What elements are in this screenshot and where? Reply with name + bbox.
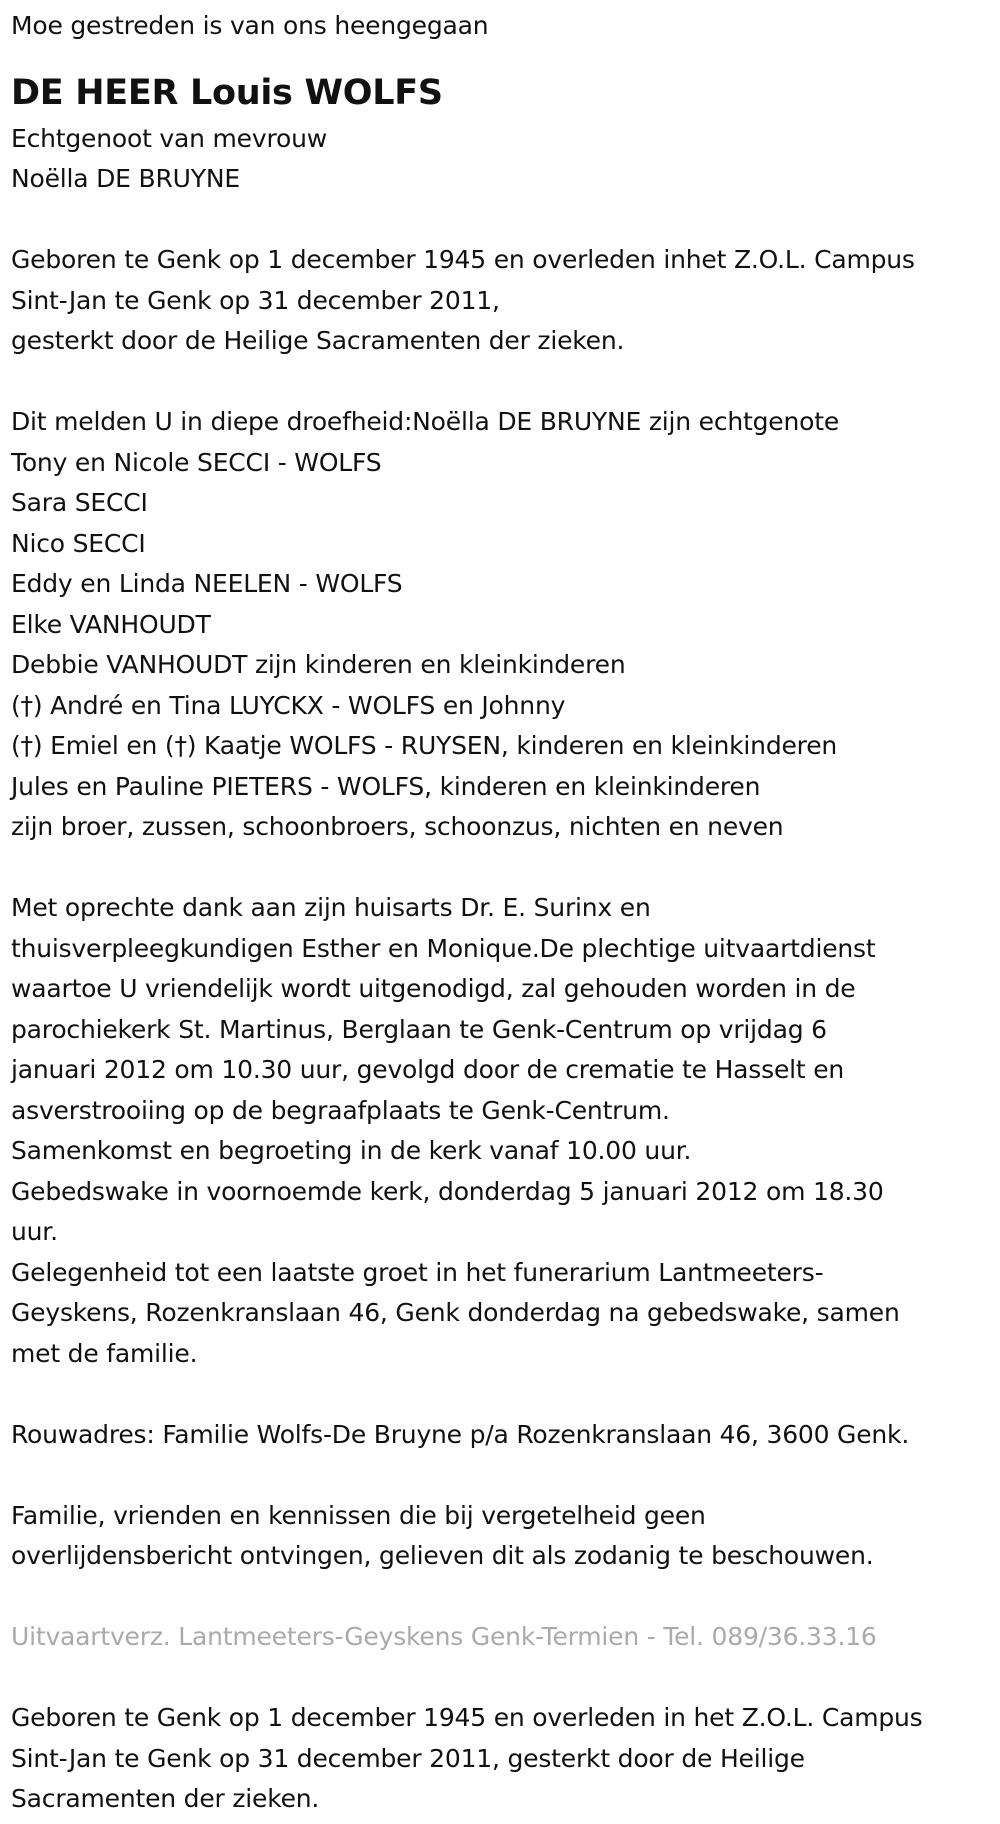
summary-section: [11, 1698, 989, 1820]
deceased-name: DE HEER Louis WOLFS: [11, 72, 443, 113]
intro-text: Moe gestreden is van ons heengegaan: [11, 11, 489, 40]
mourner-line: Sara SECCI: [11, 488, 148, 517]
summary-line: Sacramenten der zieken.: [11, 1784, 320, 1813]
notice-line: overlijdensbericht ontvingen, gelieven dit als zodanig te beschouwen.: [11, 1541, 874, 1570]
mourner-line: Debbie VANHOUDT zijn kinderen en kleinkinderen: [11, 650, 626, 679]
mourner-line: (†) Emiel en (†) Kaatje WOLFS - RUYSEN, kinderen en kleinkinderen: [11, 731, 838, 760]
ceremony-line: uur.: [11, 1217, 58, 1246]
ceremony-section: [11, 888, 989, 1374]
ceremony-line: asverstrooiing op de begraafplaats te Genk-Centrum.: [11, 1095, 670, 1125]
mourner-line: Elke VANHOUDT: [11, 609, 211, 639]
ceremony-line: Met oprechte dank aan zijn huisarts Dr. E. Surinx en: [11, 893, 651, 922]
spouse-section: [11, 119, 989, 200]
ceremony-line: Samenkomst en begroeting in de kerk vanaf 10.00 uur.: [11, 1136, 692, 1165]
notice-line: Familie, vrienden en kennissen die bij vergetelheid geen: [11, 1500, 706, 1530]
ceremony-line: parochiekerk St. Martinus, Berglaan te Genk-Centrum op vrijdag 6: [11, 1014, 827, 1044]
birth-death-line: Geboren te Genk op 1 december 1945 en overleden inhet Z.O.L. Campus: [11, 245, 915, 274]
ceremony-line: met de familie.: [11, 1338, 198, 1368]
summary-line: Sint-Jan te Genk op 31 december 2011, gesterkt door de Heilige: [11, 1743, 805, 1773]
summary-line: Geboren te Genk op 1 december 1945 en overleden in het Z.O.L. Campus: [11, 1703, 923, 1732]
mourners-section: [11, 402, 989, 848]
ceremony-line: Geyskens, Rozenkranslaan 46, Genk donderdag na gebedswake, samen: [11, 1298, 900, 1327]
birth-death-line: gesterkt door de Heilige Sacramenten der zieken.: [11, 326, 625, 355]
ceremony-line: Gelegenheid tot een laatste groet in het funerarium Lantmeeters-: [11, 1257, 824, 1287]
mourner-line: zijn broer, zussen, schoonbroers, schoonzus, nichten en neven: [11, 812, 784, 841]
mourning-address: Rouwadres: Familie Wolfs-De Bruyne p/a Rozenkranslaan 46, 3600 Genk.: [11, 1419, 910, 1449]
ceremony-line: januari 2012 om 10.30 uur, gevolgd door de crematie te Hasselt en: [11, 1055, 845, 1084]
notice-section: [11, 1496, 989, 1577]
ceremony-line: thuisverpleegkundigen Esther en Monique.De plechtige uitvaartdienst: [11, 933, 876, 963]
spouse-line: Echtgenoot van mevrouw: [11, 123, 327, 153]
mourner-line: Jules en Pauline PIETERS - WOLFS, kinderen en kleinkinderen: [11, 771, 761, 801]
birth-death-line: Sint-Jan te Genk op 31 december 2011,: [11, 285, 500, 315]
birth-death-section: [11, 240, 989, 362]
ceremony-line: waartoe U vriendelijk wordt uitgenodigd, zal gehouden worden in de: [11, 974, 856, 1003]
ceremony-line: Gebedswake in voornoemde kerk, donderdag 5 januari 2012 om 18.30: [11, 1176, 884, 1206]
mourner-line: (†) André en Tina LUYCKX - WOLFS en Johnny: [11, 690, 566, 720]
mourner-line: Tony en Nicole SECCI - WOLFS: [11, 447, 382, 477]
spouse-line: Noëlla DE BRUYNE: [11, 164, 240, 193]
funeral-home-credit: Uitvaartverz. Lantmeeters-Geyskens Genk-Termien - Tel. 089/36.33.16: [11, 1622, 877, 1651]
mourner-line: Dit melden U in diepe droefheid:Noëlla DE BRUYNE zijn echtgenote: [11, 407, 839, 436]
mourner-line: Eddy en Linda NEELEN - WOLFS: [11, 569, 403, 598]
mourner-line: Nico SECCI: [11, 528, 146, 558]
